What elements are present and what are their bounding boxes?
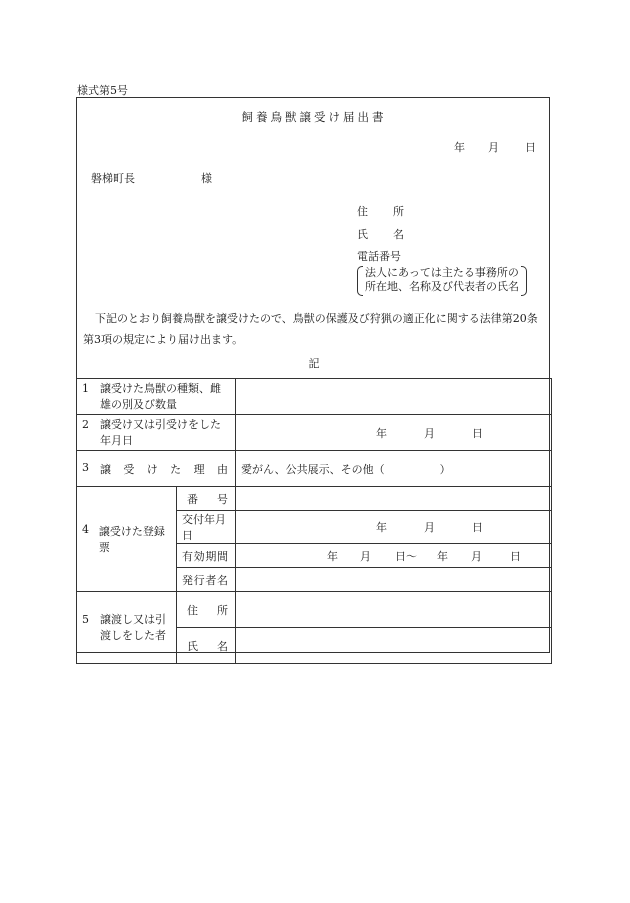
issuer-field[interactable] bbox=[236, 568, 552, 592]
header-date-month[interactable]: 月 bbox=[488, 141, 499, 154]
transferor-name-label: 氏 名 bbox=[177, 628, 236, 664]
corporate-note bbox=[357, 266, 527, 294]
addressee: 磐梯町長 bbox=[91, 172, 135, 185]
bracket-right bbox=[521, 266, 527, 296]
applicant-phone-label[interactable]: 電話番号 bbox=[357, 250, 401, 263]
bracket-left bbox=[357, 266, 363, 296]
issuer-label: 発 行 者 名 bbox=[177, 568, 236, 592]
species-field[interactable] bbox=[236, 379, 552, 415]
row4-label: 4 譲受けた登録票 bbox=[77, 487, 177, 592]
reason-field[interactable]: 愛がん、公共展示、その他（ ） bbox=[236, 451, 552, 487]
reg-number-label: 番 号 bbox=[177, 487, 236, 511]
corporate-note-line: 所在地、名称及び代表者の氏名 bbox=[365, 280, 519, 293]
addressee-suffix: 様 bbox=[201, 172, 212, 185]
header-date-year[interactable]: 年 bbox=[454, 141, 465, 154]
applicant-name-label[interactable]: 氏 名 bbox=[357, 228, 404, 241]
applicant-address-label[interactable]: 住 所 bbox=[357, 205, 404, 218]
document-title: 飼養鳥獣譲受け届出書 bbox=[241, 110, 387, 124]
transfer-date-field[interactable]: 年 月 日 bbox=[236, 415, 552, 451]
transferor-address-field[interactable] bbox=[236, 592, 552, 628]
validity-field[interactable]: 年 月 日～ 年 月 日 bbox=[236, 544, 552, 568]
reg-number-field[interactable] bbox=[236, 487, 552, 511]
transferor-name-field[interactable] bbox=[236, 628, 552, 664]
transferor-address-label: 住 所 bbox=[177, 592, 236, 628]
table-row bbox=[77, 379, 552, 415]
issue-date-field[interactable]: 年 月 日 bbox=[236, 511, 552, 544]
table-row bbox=[77, 415, 552, 451]
corporate-note-line: 法人にあっては主たる事務所の bbox=[365, 266, 519, 279]
form-frame bbox=[76, 97, 550, 653]
row1-label: 1 譲受けた鳥獣の種類、雌雄の別及び数量 bbox=[77, 379, 236, 415]
table-row bbox=[77, 592, 552, 628]
table-row bbox=[77, 451, 552, 487]
row5-label: 5 譲渡し又は引渡しをした者 bbox=[77, 592, 177, 664]
validity-label: 有 効 期 間 bbox=[177, 544, 236, 568]
row2-label: 2 譲受け又は引受けをした年月日 bbox=[77, 415, 236, 451]
table-row bbox=[77, 487, 552, 511]
header-date-day[interactable]: 日 bbox=[525, 141, 536, 154]
declaration-text: 下記のとおり飼養鳥獣を譲受けたので、鳥獣の保護及び狩猟の適正化に関する法律第20条第3項の規定により届け出ます。 bbox=[83, 312, 538, 346]
issue-date-label: 交付年月日 bbox=[177, 511, 236, 544]
row3-label: 3 譲 受 け た 理 由 bbox=[77, 451, 236, 487]
form-number: 様式第5号 bbox=[77, 84, 128, 97]
items-table bbox=[76, 378, 552, 664]
ki-heading: 記 bbox=[308, 357, 320, 370]
